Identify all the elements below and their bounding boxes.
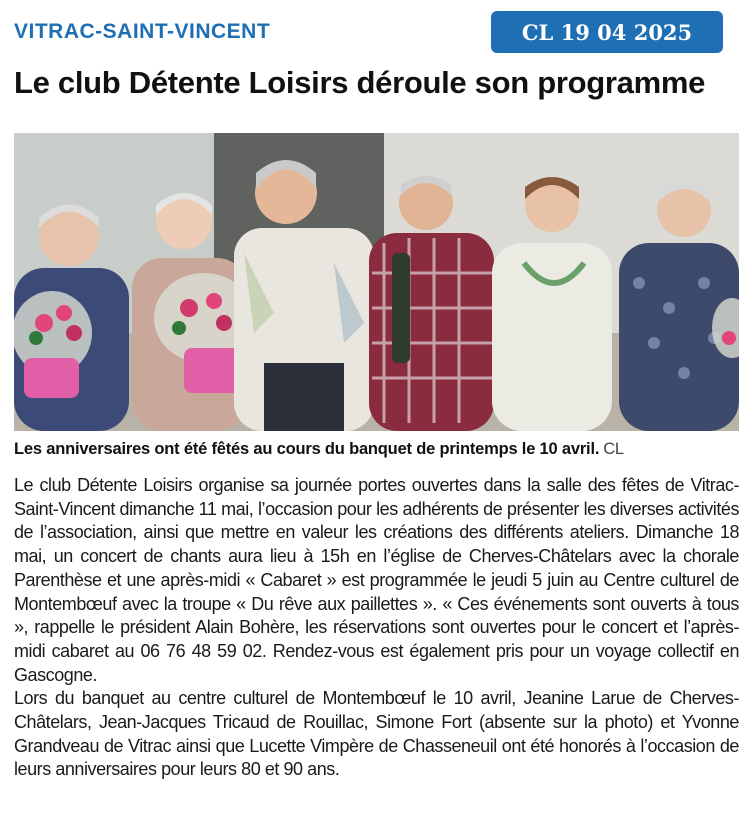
photo-credit: CL xyxy=(603,440,624,458)
section-town-label: VITRAC-SAINT-VINCENT xyxy=(14,20,271,43)
paragraph: Lors du banquet au centre culturel de Montembœuf le 10 avril, Jeanine Larue de Cherves-Châtelars, Jean-Jacques Tricaud de Rouillac, Simone Fort (absente sur la photo) et Yvonne Grandveau de Vitrac ainsi que Lucette Vimpère de Chasseneuil ont été honorés à l’occasion de leurs anniversaires pour leurs 80 et 90 ans. xyxy=(14,688,739,780)
photo-caption xyxy=(14,440,739,459)
caption-text: Les anniversaires ont été fêtés au cours du banquet de printemps le 10 avril. xyxy=(14,440,600,458)
date-badge: CL 19 04 2025 xyxy=(491,11,723,53)
group-photo xyxy=(14,133,739,431)
paragraph: Le club Détente Loisirs organise sa journée portes ouvertes dans la salle des fêtes de Vitrac-Saint-Vincent dimanche 11 mai, l’occasion pour les adhérents de présenter les diverses activités de l’association, ainsi que mettre en valeur les créations des différents ateliers. Dimanche 18 mai, un concert de chants aura lieu à 15h en l’église de Cherves-Châtelars avec la chorale Parenthèse et une après-midi « Cabaret » est programmée le jeudi 5 juin au Centre culturel de Montembœuf avec la troupe « Du rêve aux paillettes ». « Ces événements sont ouverts à tous », rappelle le président Alain Bohère, les réservations sont ouvertes pour le concert et l’après-midi cabaret au 06 76 48 59 02. Rendez-vous est également pris pour un voyage collectif en Gascogne. xyxy=(14,475,739,685)
article-headline: Le club Détente Loisirs déroule son programme xyxy=(14,65,706,100)
article-body xyxy=(14,474,739,782)
